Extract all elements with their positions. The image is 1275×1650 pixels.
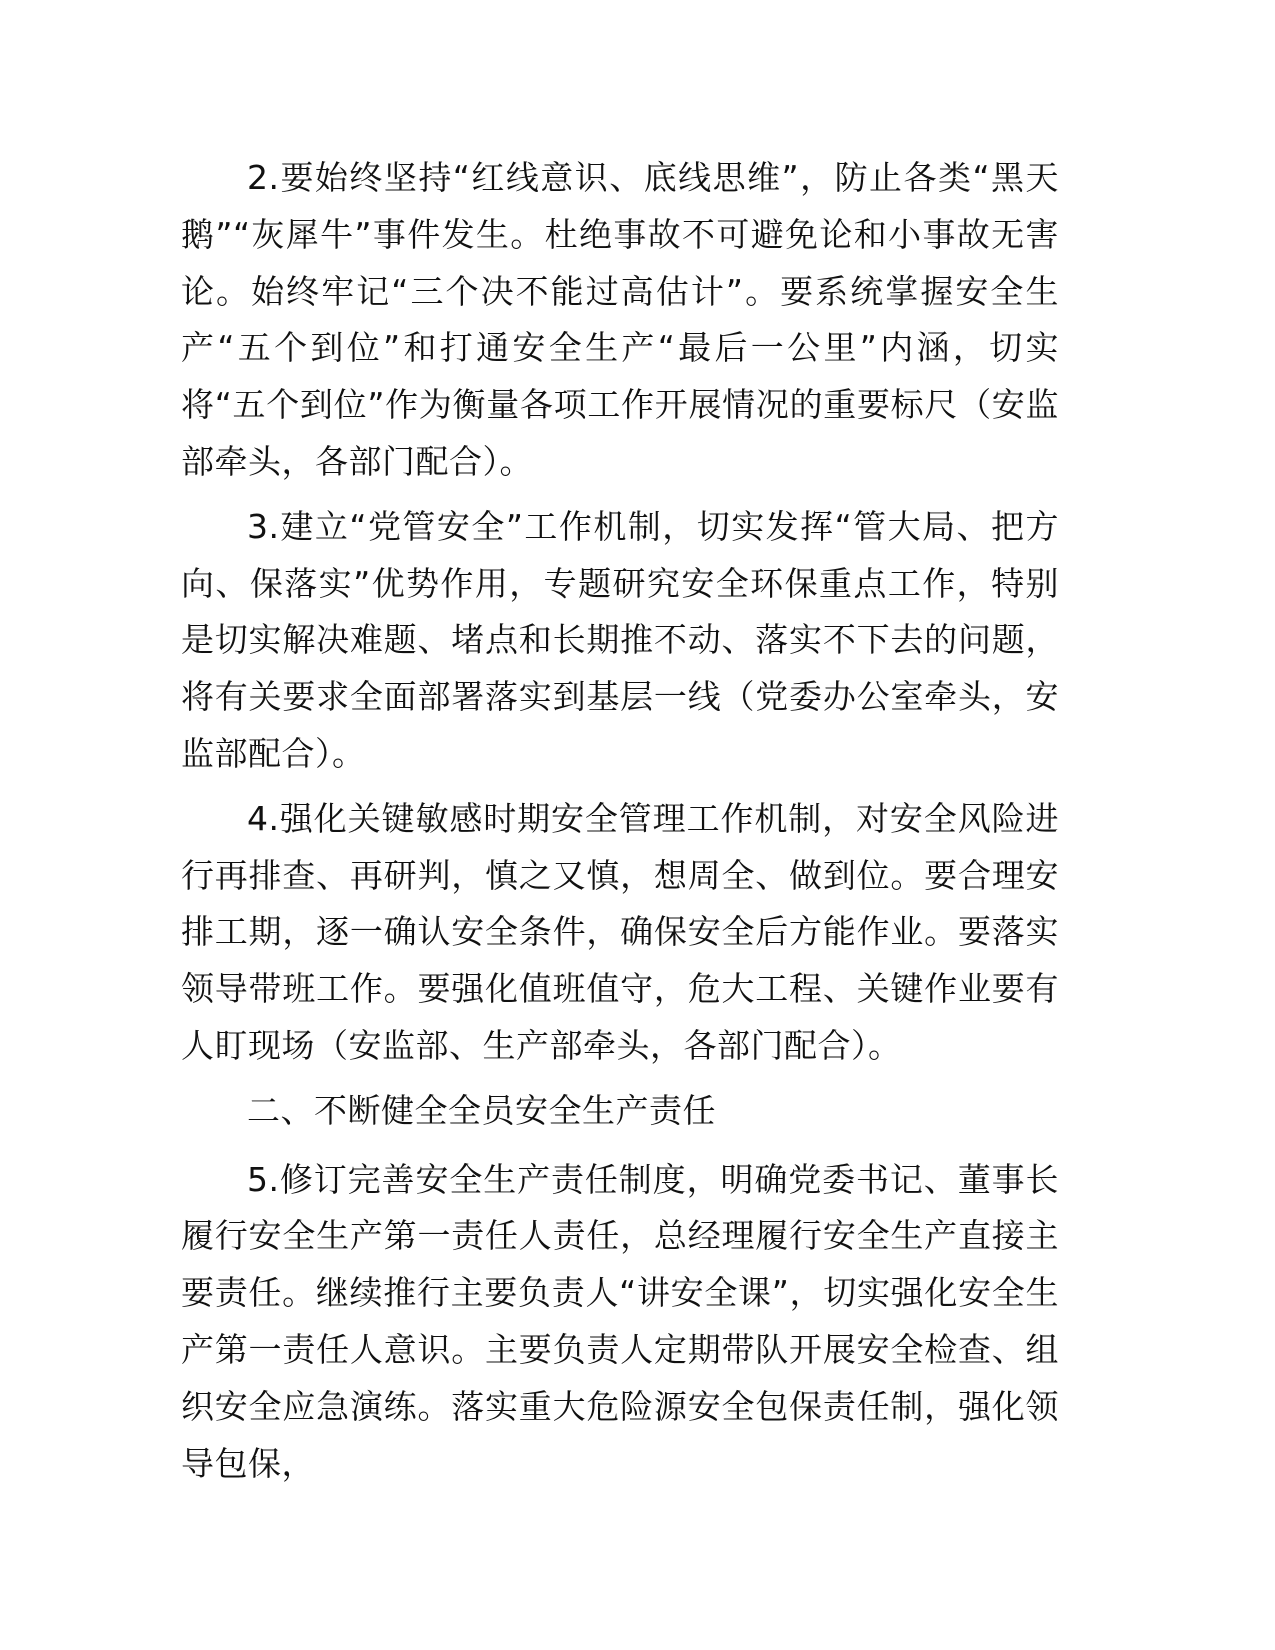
paragraph-item-5: 5.修订完善安全生产责任制度，明确党委书记、董事长履行安全生产第一责任人责任，总经理履行安全生产直接主要责任。继续推行主要负责人“讲安全课”，切实强化安全生产第一责任人意识。主要负责人定期带队开展安全检查、组织安全应急演练。落实重大危险源安全包保责任制，强化领导包保，: [181, 1159, 1059, 1483]
paragraph-item-2: 2.要始终坚持“红线意识、底线思维”，防止各类“黑天鹅”“灰犀牛”事件发生。杜绝事故不可避免论和小事故无害论。始终牢记“三个决不能过高估计”。要系统掌握安全生产“五个到位”和打通安全生产“最后一公里”内涵，切实将“五个到位”作为衡量各项工作开展情况的重要标尺（安监部牵头，各部门配合）。: [181, 158, 1059, 481]
paragraph-item-3: 3.建立“党管安全”工作机制，切实发挥“管大局、把方向、保落实”优势作用，专题研究安全环保重点工作，特别是切实解决难题、堵点和长期推不动、落实不下去的问题，将有关要求全面部署落实到基层一线（党委办公室牵头，安监部配合）。: [181, 506, 1059, 773]
document-body: [181, 150, 1059, 1500]
section-heading: 二、不断健全全员安全生产责任: [247, 1090, 716, 1130]
paragraph-item-4: 4.强化关键敏感时期安全管理工作机制，对安全风险进行再排查、再研判，慎之又慎，想周全、做到位。要合理安排工期，逐一确认安全条件，确保安全后方能作业。要落实领导带班工作。要强化值班值守，危大工程、关键作业要有人盯现场（安监部、生产部牵头，各部门配合）。: [181, 798, 1059, 1065]
